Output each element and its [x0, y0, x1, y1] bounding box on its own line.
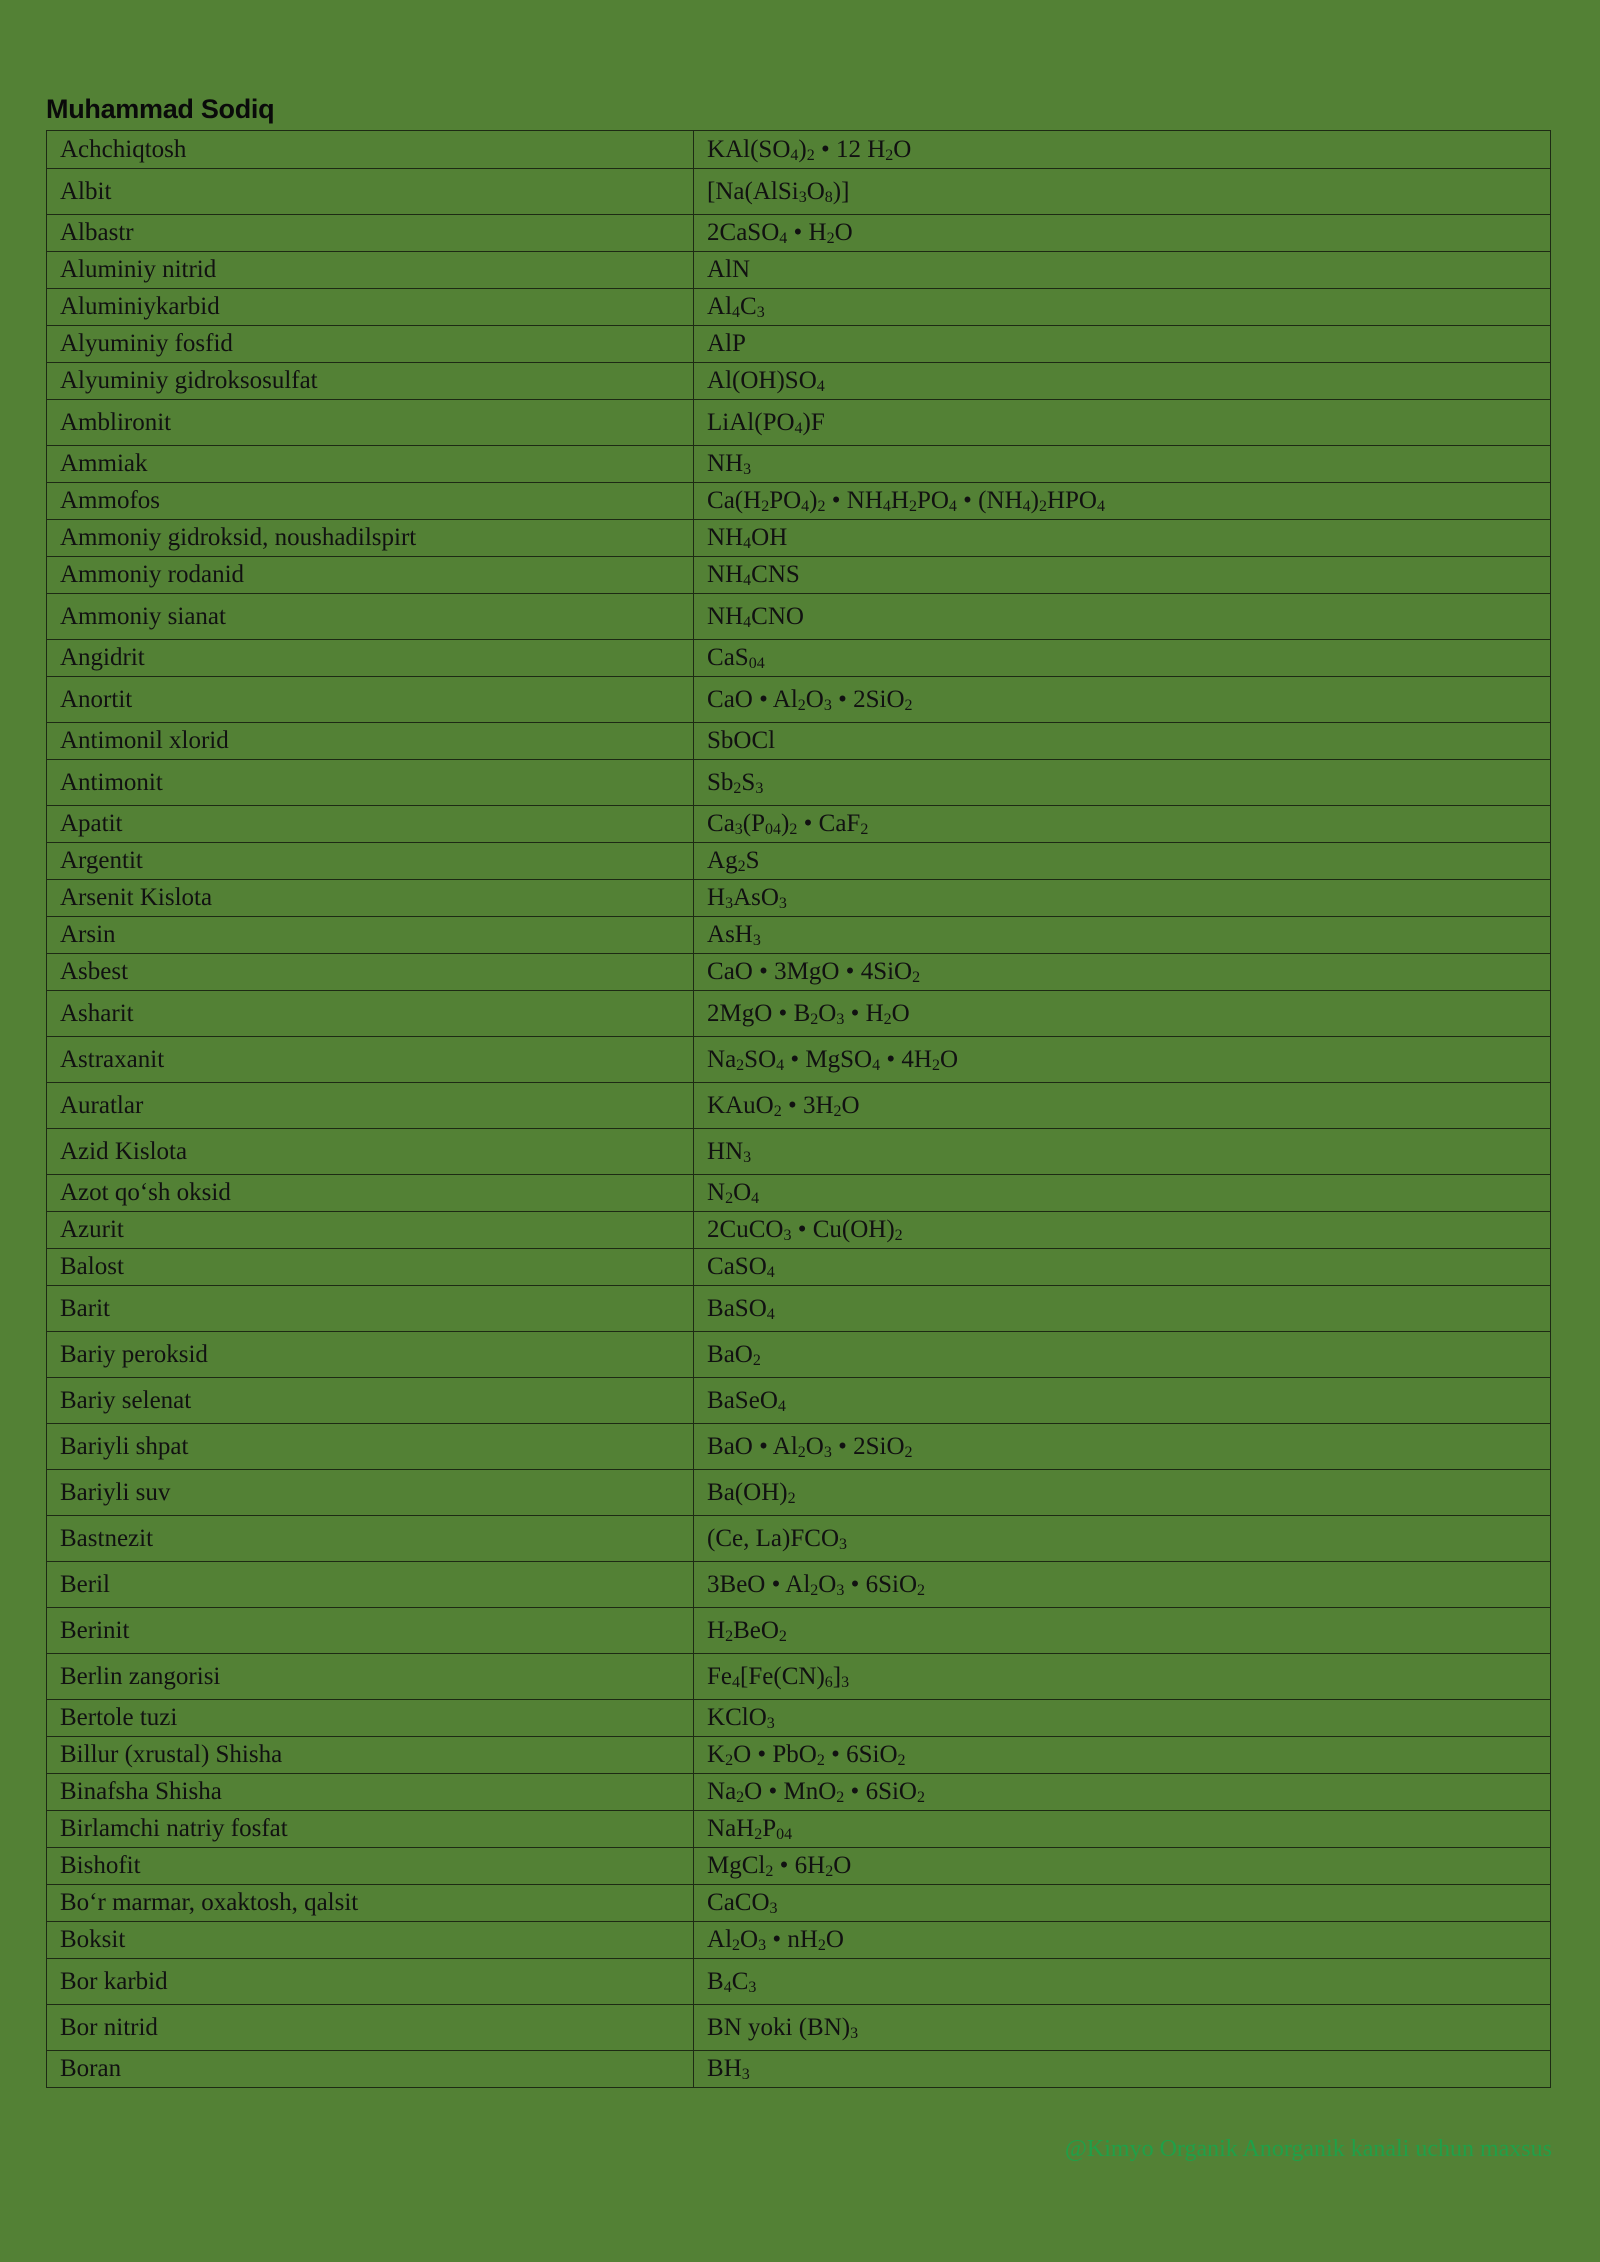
table-row [47, 760, 1551, 806]
substance-name: Apatit [47, 806, 694, 843]
substance-name: Achchiqtosh [47, 131, 694, 169]
chemical-formula: BaSO$_4$ [694, 1286, 1551, 1332]
chemical-formula: $Al_2O_3$ • $nH_2O$ [694, 1922, 1551, 1959]
chemical-formula: $Na_2SO_4$ • MgSO$_4$ • $4H_2O$ [694, 1037, 1551, 1083]
chemical-formula: $KAl(SO_4)_2$ • 12 $H_2O$ [694, 131, 1551, 169]
chemical-formula: $Ca_3(P_{04})_2$ • CaF$_2$ [694, 806, 1551, 843]
chemical-formula: $NH_4OH$ [694, 520, 1551, 557]
table-row [47, 252, 1551, 289]
table-row [47, 1332, 1551, 1378]
table-row [47, 1959, 1551, 2005]
chemical-formula: 2CaSO$_4$ • $H_2O$ [694, 215, 1551, 252]
substance-name: Asbest [47, 954, 694, 991]
substance-name: Azid Kislota [47, 1129, 694, 1175]
substance-name: Azot qo‘sh oksid [47, 1175, 694, 1212]
channel-footer: @Kimyo Organik Anorganik kanali uchun maxsus [1064, 2136, 1552, 2162]
table-row [47, 1885, 1551, 1922]
table-row [47, 594, 1551, 640]
table-row [47, 917, 1551, 954]
table-row [47, 446, 1551, 483]
chemical-formula: $HN_3$ [694, 1129, 1551, 1175]
substance-name: Binafsha Shisha [47, 1774, 694, 1811]
chemical-formula: $BH_3$ [694, 2051, 1551, 2088]
substance-name: Bariyli shpat [47, 1424, 694, 1470]
table-row [47, 400, 1551, 446]
chemical-formula: AsH$_3$ [694, 917, 1551, 954]
chemical-formula: $[Na(AlSi_3O_8)]$ [694, 169, 1551, 215]
substances-table [46, 130, 1551, 2088]
table-row [47, 1562, 1551, 1608]
table-row [47, 2005, 1551, 2051]
chemical-formula: AlP [694, 326, 1551, 363]
substance-name: Alyuminiy fosfid [47, 326, 694, 363]
table-row [47, 1811, 1551, 1848]
chemical-formula: $Al(OH)SO_4$ [694, 363, 1551, 400]
table-row [47, 1175, 1551, 1212]
table-row [47, 131, 1551, 169]
table-row [47, 954, 1551, 991]
table-row [47, 169, 1551, 215]
table-row [47, 2051, 1551, 2088]
substance-name: Ammoniy gidroksid, noushadilspirt [47, 520, 694, 557]
substance-name: Bor karbid [47, 1959, 694, 2005]
table-row [47, 1424, 1551, 1470]
table-row [47, 1737, 1551, 1774]
table-row [47, 1083, 1551, 1129]
chemical-formula: CaS$_{04}$ [694, 640, 1551, 677]
chemical-formula: $H_2BeO_2$ [694, 1608, 1551, 1654]
substance-name: Boksit [47, 1922, 694, 1959]
chemical-formula: $B_4C_3$ [694, 1959, 1551, 2005]
substance-name: Ammoniy sianat [47, 594, 694, 640]
substance-name: Barit [47, 1286, 694, 1332]
chemical-formula: KClO$_3$ [694, 1700, 1551, 1737]
substance-name: Boran [47, 2051, 694, 2088]
substance-name: Balost [47, 1249, 694, 1286]
chemical-formula: $NH_4CNO$ [694, 594, 1551, 640]
table-row [47, 557, 1551, 594]
chemical-formula: BaO • $Al_2O_3$ • 2SiO$_2$ [694, 1424, 1551, 1470]
table-row [47, 215, 1551, 252]
table-row [47, 520, 1551, 557]
substance-name: Astraxanit [47, 1037, 694, 1083]
table-row [47, 326, 1551, 363]
substance-name: Bishofit [47, 1848, 694, 1885]
substance-name: Ammofos [47, 483, 694, 520]
substance-name: Antimonil xlorid [47, 723, 694, 760]
substance-name: Bariy selenat [47, 1378, 694, 1424]
chemical-formula: 2CuCO$_3$ • $Cu(OH)_2$ [694, 1212, 1551, 1249]
table-row [47, 289, 1551, 326]
substance-name: Ammiak [47, 446, 694, 483]
table-row [47, 1378, 1551, 1424]
chemical-formula: MgCl$_2$ • $6H_2O$ [694, 1848, 1551, 1885]
substance-name: Berinit [47, 1608, 694, 1654]
chemical-formula: KAuO$_2$ • $3H_2O$ [694, 1083, 1551, 1129]
chemical-formula: $K_2O$ • PbO$_2$ • 6SiO$_2$ [694, 1737, 1551, 1774]
substance-name: Beril [47, 1562, 694, 1608]
chemical-formula: AlN [694, 252, 1551, 289]
substance-name: Bastnezit [47, 1516, 694, 1562]
table-row [47, 640, 1551, 677]
substance-name: Arsenit Kislota [47, 880, 694, 917]
chemical-formula: $N_2O_4$ [694, 1175, 1551, 1212]
chemical-formula: $NaH_2P_{04}$ [694, 1811, 1551, 1848]
substance-name: Auratlar [47, 1083, 694, 1129]
table-row [47, 1286, 1551, 1332]
substance-name: Bertole tuzi [47, 1700, 694, 1737]
chemical-formula: $Fe_4[Fe(CN)_6]_3$ [694, 1654, 1551, 1700]
substance-name: Alyuminiy gidroksosulfat [47, 363, 694, 400]
table-row [47, 1700, 1551, 1737]
chemical-formula: (Ce, $La)FCO_3$ [694, 1516, 1551, 1562]
substance-name: Billur (xrustal) Shisha [47, 1737, 694, 1774]
chemical-formula: CaO • 3MgO • 4SiO$_2$ [694, 954, 1551, 991]
substance-name: Aluminiy nitrid [47, 252, 694, 289]
substance-name: Anortit [47, 677, 694, 723]
chemical-formula: BaSeO$_4$ [694, 1378, 1551, 1424]
table-row [47, 1470, 1551, 1516]
chemical-formula: $Al_4C_3$ [694, 289, 1551, 326]
substance-name: Angidrit [47, 640, 694, 677]
chemical-formula: $Ca(H_2PO_4)_2$ • $NH_4H_2PO_4$ • $(NH_4)_2HPO_4$ [694, 483, 1551, 520]
substance-name: Antimonit [47, 760, 694, 806]
substance-name: Bariyli suv [47, 1470, 694, 1516]
table-row [47, 880, 1551, 917]
table-row [47, 806, 1551, 843]
chemical-formula: CaSO$_4$ [694, 1249, 1551, 1286]
table-row [47, 677, 1551, 723]
chemical-formula: 2MgO • $B_2O_3$ • $H_2O$ [694, 991, 1551, 1037]
table-row [47, 1212, 1551, 1249]
chemical-formula: $Na_2O$ • MnO$_2$ • 6SiO$_2$ [694, 1774, 1551, 1811]
chemical-formula: $LiAl(PO_4)F$ [694, 400, 1551, 446]
chemical-formula: BN yoki $(BN)_3$ [694, 2005, 1551, 2051]
table-row [47, 843, 1551, 880]
chemical-formula: SbOCl [694, 723, 1551, 760]
chemical-formula: BaO$_2$ [694, 1332, 1551, 1378]
chemical-formula: $Ba(OH)_2$ [694, 1470, 1551, 1516]
substance-name: Bor nitrid [47, 2005, 694, 2051]
substance-name: Bo‘r marmar, oxaktosh, qalsit [47, 1885, 694, 1922]
substance-name: Ammoniy rodanid [47, 557, 694, 594]
substance-name: Birlamchi natriy fosfat [47, 1811, 694, 1848]
substance-name: Argentit [47, 843, 694, 880]
table-row [47, 1774, 1551, 1811]
chemical-formula: $Sb_2S_3$ [694, 760, 1551, 806]
table-row [47, 1654, 1551, 1700]
table-row [47, 723, 1551, 760]
substance-name: Bariy peroksid [47, 1332, 694, 1378]
substance-name: Amblironit [47, 400, 694, 446]
table-row [47, 1516, 1551, 1562]
substance-name: Albit [47, 169, 694, 215]
chemical-formula: 3BeO • $Al_2O_3$ • 6SiO$_2$ [694, 1562, 1551, 1608]
table-row [47, 1608, 1551, 1654]
substance-name: Berlin zangorisi [47, 1654, 694, 1700]
table-row [47, 1037, 1551, 1083]
substance-name: Albastr [47, 215, 694, 252]
chemical-formula: CaO • $Al_2O_3$ • 2SiO$_2$ [694, 677, 1551, 723]
chemical-formula: $H_3AsO_3$ [694, 880, 1551, 917]
table-row [47, 1922, 1551, 1959]
table-row [47, 991, 1551, 1037]
substance-name: Arsin [47, 917, 694, 954]
table-row [47, 483, 1551, 520]
author-name: Muhammad Sodiq [46, 94, 275, 124]
chemical-formula: $NH_4CNS$ [694, 557, 1551, 594]
chemical-formula: CaCO$_3$ [694, 1885, 1551, 1922]
table-row [47, 1848, 1551, 1885]
substance-name: Asharit [47, 991, 694, 1037]
table-body [47, 131, 1551, 2088]
chemical-formula: $NH_3$ [694, 446, 1551, 483]
substance-name: Azurit [47, 1212, 694, 1249]
table-row [47, 1249, 1551, 1286]
table-row [47, 1129, 1551, 1175]
table-row [47, 363, 1551, 400]
substance-name: Aluminiykarbid [47, 289, 694, 326]
chemical-formula: $Ag_2S$ [694, 843, 1551, 880]
